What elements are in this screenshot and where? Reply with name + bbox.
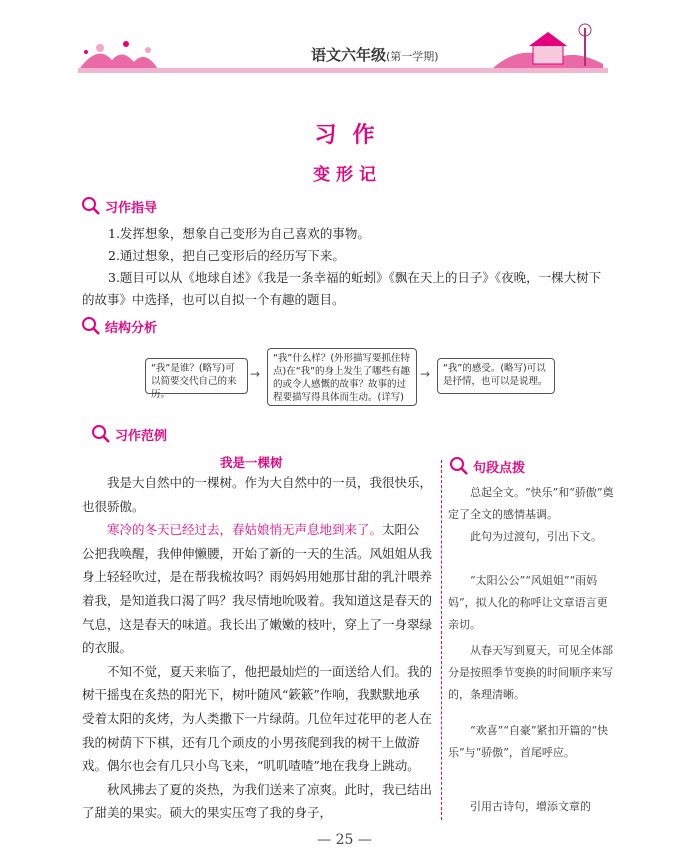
comment-note bbox=[448, 526, 616, 548]
section-structure-heading bbox=[80, 316, 157, 336]
structure-diagram bbox=[143, 346, 557, 408]
essay-highlight: 寒冷的冬天已经过去，春姑娘悄无声息地到来了。 bbox=[107, 522, 383, 538]
section-comments-heading bbox=[448, 456, 525, 476]
section-structure-title: 结构分析 bbox=[105, 320, 158, 336]
sub-title: 变形记 bbox=[313, 165, 382, 185]
comment-text: “太阳公公”“风姐姐”“雨妈妈”，拟人化的称呼让文章语言更亲切。 bbox=[448, 574, 608, 631]
page-header bbox=[78, 38, 608, 76]
comment-text: 从春天写到夏天，可见全体部分是按照季节变换的时间顺序来写的，条理清晰。 bbox=[448, 644, 613, 701]
book-term: (第一学期) bbox=[386, 50, 439, 63]
section-comments-title: 句段点拨 bbox=[473, 460, 526, 476]
comment-note bbox=[448, 482, 616, 526]
essay-paragraph: 秋风拂去了夏的炎热，为我们送来了凉爽。此时，我已结出了甜美的果实。硕大的果实压弯了我的身子， bbox=[82, 781, 433, 821]
page-title: 习作 bbox=[314, 122, 391, 148]
book-title: 语文六年级 bbox=[311, 46, 387, 64]
comment-note bbox=[448, 640, 616, 706]
guide-item: 3.题目可以从《地球自述》《我是一条幸福的蚯蚓》《飘在天上的日子》《夜晚，一棵大树下的故事》中选择，也可以自拟一个有趣的题目。 bbox=[82, 270, 602, 307]
comment-text: 引用古诗句，增添文章的 bbox=[470, 800, 591, 813]
magnifier-icon bbox=[80, 316, 102, 336]
magnifier-icon bbox=[90, 424, 112, 444]
guide-item: 1.发挥想象，想象自己变形为自己喜欢的事物。 bbox=[108, 226, 370, 241]
page-number: — 25 — bbox=[317, 832, 372, 848]
house-decoration-icon bbox=[493, 22, 608, 74]
section-example-title: 习作范例 bbox=[115, 428, 168, 444]
essay-title: 我是一棵树 bbox=[220, 455, 283, 470]
comment-note bbox=[448, 570, 616, 636]
structure-box-2: “我”什么样？(外形描写要抓住特点)在“我”的身上发生了哪些有趣的或令人感慨的故事？故事的过程要描写得具体而生动。(详写) bbox=[267, 348, 417, 406]
structure-box-3: “我”的感受。(略写)可以是抒情，也可以是说理。 bbox=[437, 358, 555, 394]
guide-item: 2.通过想象，把自己变形后的经历写下来。 bbox=[108, 248, 345, 263]
comment-note bbox=[448, 796, 616, 818]
header-bar bbox=[78, 68, 608, 73]
comment-text: 总起全文。“快乐”和“骄傲”奠定了全文的感情基调。 bbox=[448, 486, 614, 521]
section-guide-heading bbox=[80, 196, 157, 216]
flower-decoration-icon bbox=[78, 38, 168, 72]
essay-paragraph: 我是大自然中的一棵树。作为大自然中的一员，我很快乐，也很骄傲。 bbox=[82, 475, 433, 514]
essay-paragraph bbox=[82, 518, 432, 660]
column-divider bbox=[441, 460, 442, 820]
section-example-heading bbox=[90, 424, 167, 444]
comment-text: 此句为过渡句，引出下文。 bbox=[470, 530, 602, 543]
magnifier-icon bbox=[80, 196, 102, 216]
header-title bbox=[311, 44, 439, 65]
structure-box-1: “我”是谁？(略写)可以简要交代自己的来历。 bbox=[145, 358, 248, 394]
essay-paragraph: 不知不觉，夏天来临了，他把最灿烂的一面送给人们。我的树干摇曳在炙热的阳光下，树叶随风“簌簌”作响，我默默地承受着太阳的炙烤，为人类撒下一片绿荫。几位年过花甲的老人在我的树荫下下棋，还有几个顽皮的小男孩爬到我的树干上做游戏。偶尔也会有几只小鸟飞来，“叽叽喳喳”地在我身上跳动。 bbox=[82, 663, 433, 774]
essay-paragraph-rest: 太阳公公把我唤醒，我伸伸懒腰，开始了新的一天的生活。风姐姐从我身上轻轻吹过，是在帮我梳妆吗？雨妈妈用她那甘甜的乳汁喂养着我，是知道我口渴了吗？我尽情地吮吸着。我知道这是春天的气息，这是春天的味道。我长出了嫩嫩的枝叶，穿上了一身翠绿的衣服。 bbox=[82, 522, 433, 656]
comment-text: “欢喜”“自豪”紧扣开篇的“快乐”与“骄傲”，首尾呼应。 bbox=[448, 724, 609, 759]
magnifier-icon bbox=[448, 456, 470, 476]
comment-note bbox=[448, 720, 616, 764]
section-guide-title: 习作指导 bbox=[105, 200, 158, 216]
arrow-right-icon: → bbox=[250, 367, 261, 381]
essay-body bbox=[82, 471, 432, 825]
arrow-right-icon: → bbox=[420, 367, 431, 381]
